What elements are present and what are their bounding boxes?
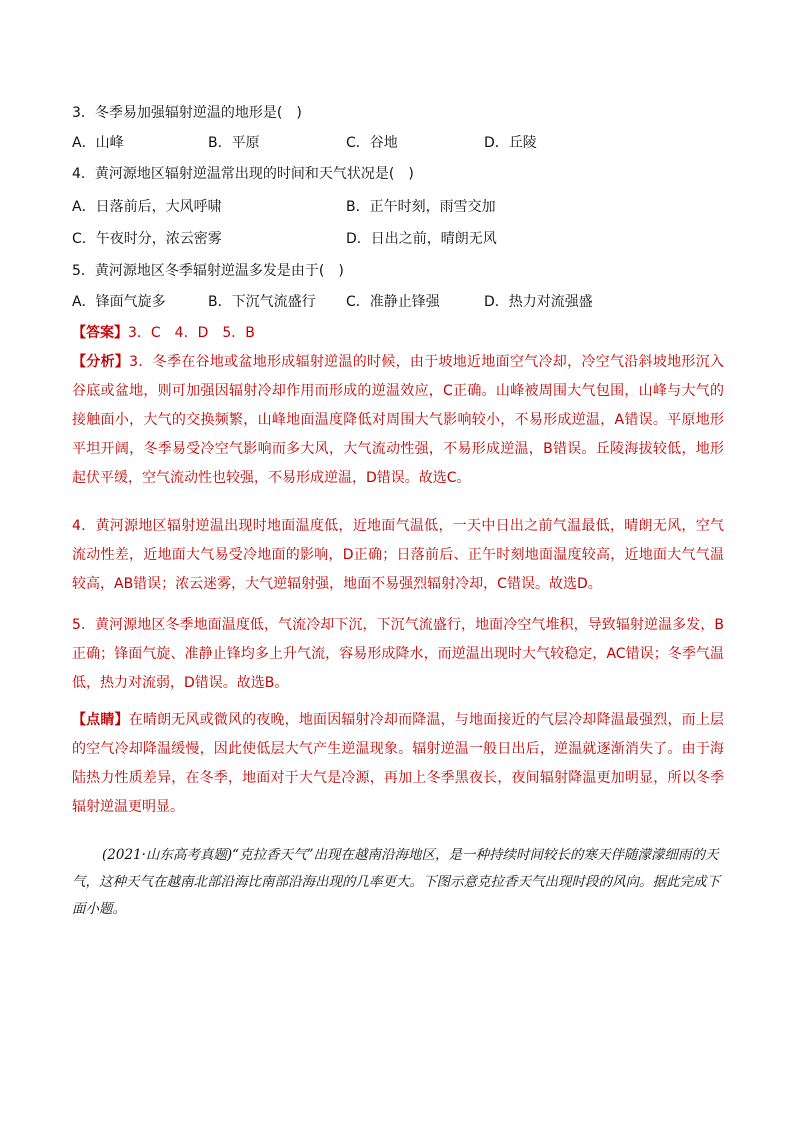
question-5-option-d: D．热力对流强盛 bbox=[484, 294, 593, 310]
analysis-paragraph-3 bbox=[72, 348, 724, 493]
question-3-option-c: C．谷地 bbox=[346, 135, 398, 151]
comment-tag: 【点睛】 bbox=[72, 712, 129, 728]
question-4-stem: 4．黄河源地区辐射逆温常出现的时间和天气状况是( ) bbox=[72, 166, 414, 182]
question-4-option-b: B．正午时刻，雨雪交加 bbox=[346, 199, 496, 215]
analysis-text-3: 3．冬季在谷地或盆地形成辐射逆温的时候，由于坡地近地面空气冷却，冷空气沿斜坡地形沉入谷底或盆地，则可加强因辐射冷却作用而形成的逆温效应，C正确。山峰被周围大气包围，山峰与大气的接触面小，大气的交换频繁，山峰地面温度降低对周围大气影响较小，不易形成逆温，A错误。平原地形平坦开阔，冬季易受冷空气影响而多大风，大气流动性强，不易形成逆温，B错误。丘陵海拔较低，地形起伏平缓，空气流动性也较强，不易形成逆温，D错误。故选C。 bbox=[72, 354, 725, 486]
question-3-option-d: D．丘陵 bbox=[484, 135, 537, 151]
answer-text: 3．C 4．D 5．B bbox=[128, 325, 255, 341]
answer-line bbox=[72, 323, 255, 343]
question-3-option-b: B．平原 bbox=[208, 135, 260, 151]
question-3-stem: 3．冬季易加强辐射逆温的地形是( ) bbox=[72, 105, 302, 121]
question-4-option-c: C．午夜时分，浓云密雾 bbox=[72, 231, 222, 247]
question-5-stem: 5．黄河源地区冬季辐射逆温多发是由于( ) bbox=[72, 263, 344, 279]
analysis-paragraph-5 bbox=[72, 611, 724, 698]
analysis-tag: 【分析】 bbox=[72, 354, 130, 370]
comment-paragraph bbox=[72, 706, 724, 822]
analysis-text-4: 4．黄河源地区辐射逆温出现时地面温度低，近地面气温低，一天中日出之前气温最低，晴朗无风，空气流动性差，近地面大气易受冷地面的影响，D正确；日落前后、正午时刻地面温度较高，近地面大气气温较高，AB错误；浓云迷雾，大气逆辐射强，地面不易强烈辐射冷却，C错误。故选D。 bbox=[72, 518, 724, 592]
question-5-option-b: B．下沉气流盛行 bbox=[208, 294, 316, 310]
comment-text: 在晴朗无风或微风的夜晚，地面因辐射冷却而降温，与地面接近的气层冷却降温最强烈，而上层的空气冷却降温缓慢，因此使低层大气产生逆温现象。辐射逆温一般日出后，逆温就逐渐消失了。由于海陆热力性质差异，在冬季，地面对于大气是冷源，再加上冬季黑夜长，夜间辐射降温更加明显，所以冬季辐射逆温更明显。 bbox=[72, 712, 725, 815]
question-4-option-d: D．日出之前，晴朗无风 bbox=[346, 231, 497, 247]
analysis-paragraph-4 bbox=[72, 512, 724, 599]
question-3-option-a: A．山峰 bbox=[72, 135, 124, 151]
source-intro: (2021·山东高考真题)“克拉香天气”出现在越南沿海地区，是一种持续时间较长的寒天伴随濛濛细雨的天气，这种天气在越南北部沿海比南部沿海出现的几率更大。下图示意克拉香天气出现时段的风向。据此完成下面小题。 bbox=[72, 847, 720, 917]
question-5-option-c: C．准静止锋强 bbox=[346, 294, 440, 310]
analysis-text-5: 5．黄河源地区冬季地面温度低，气流冷却下沉，下沉气流盛行，地面冷空气堆积，导致辐射逆温多发，B正确；锋面气旋、准静止锋均多上升气流，容易形成降水，而逆温出现时大气较稳定，AC错误；冬季气温低，热力对流弱，D错误。故选B。 bbox=[72, 617, 724, 691]
question-5-option-a: A．锋面气旋多 bbox=[72, 294, 166, 310]
question-4-option-a: A．日落前后，大风呼啸 bbox=[72, 199, 222, 215]
answer-tag: 【答案】 bbox=[72, 325, 128, 341]
